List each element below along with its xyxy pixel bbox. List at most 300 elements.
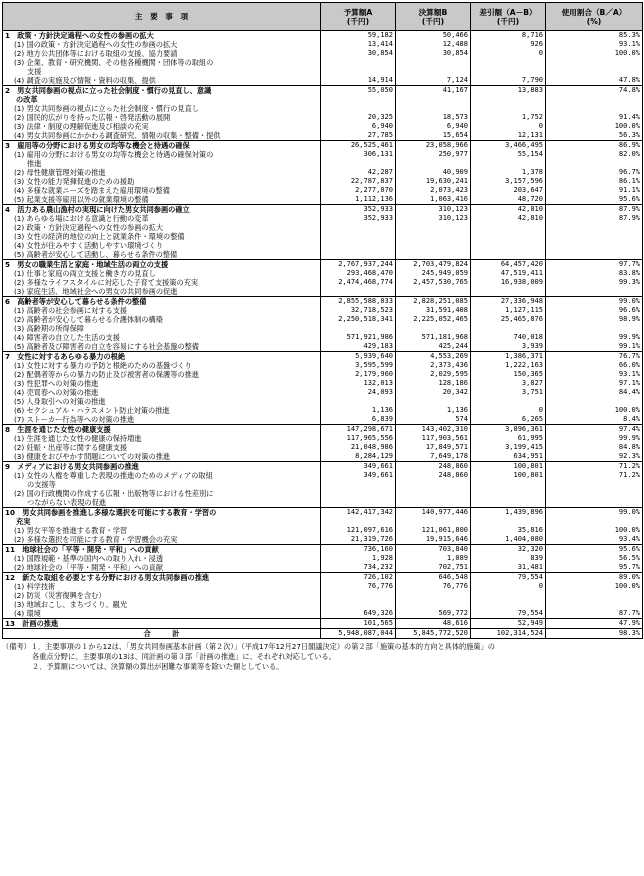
section-actual: 50,466 xyxy=(396,31,471,41)
item-rate xyxy=(546,223,643,232)
item-row xyxy=(3,379,643,388)
section-title xyxy=(3,260,321,270)
item-line xyxy=(5,333,318,342)
section-title-text: 生涯を通じた女性の健康支援 xyxy=(17,425,111,434)
item-text: あらゆる場における意識と行動の変革 xyxy=(26,214,149,223)
item-diff: 12,131 xyxy=(471,131,546,141)
item-text: 高齢者が安心して暮らせる介護体制の構築 xyxy=(26,315,163,324)
item-number: (7) xyxy=(14,415,25,424)
item-actual: 15,654 xyxy=(396,131,471,141)
item-rate: 98.9% xyxy=(546,315,643,324)
item-actual: 1,089 xyxy=(396,554,471,563)
item-number: (4) xyxy=(14,609,25,618)
item-label xyxy=(3,370,321,379)
item-text: 高齢者及び障害者の自立を容易にする社会基盤の整備 xyxy=(26,342,199,351)
item-rate: 87.7% xyxy=(546,609,643,619)
item-row xyxy=(3,40,643,49)
section-title-line xyxy=(5,573,318,582)
item-actual: 7,649,178 xyxy=(396,452,471,462)
item-label xyxy=(3,76,321,86)
item-budget xyxy=(321,397,396,406)
item-line xyxy=(5,104,318,113)
item-text: 女性の能力発揮促進のための援助 xyxy=(26,177,135,186)
item-rate xyxy=(546,324,643,333)
item-rate: 92.3% xyxy=(546,452,643,462)
item-budget: 32,718,523 xyxy=(321,306,396,315)
item-text: 男女平等を推進する教育・学習 xyxy=(26,526,128,535)
item-label xyxy=(3,113,321,122)
item-row xyxy=(3,104,643,113)
section-title-line xyxy=(5,462,318,471)
item-rate: 99.9% xyxy=(546,333,643,342)
item-row xyxy=(3,214,643,223)
item-row xyxy=(3,241,643,250)
item-line xyxy=(5,150,318,159)
item-label xyxy=(3,104,321,113)
item-diff: 6,265 xyxy=(471,415,546,425)
item-line xyxy=(5,250,318,259)
item-label xyxy=(3,361,321,370)
item-row xyxy=(3,168,643,177)
item-number: (4) xyxy=(14,76,25,85)
item-actual: 128,186 xyxy=(396,379,471,388)
item-line xyxy=(5,489,318,498)
section-title xyxy=(3,619,321,629)
item-line xyxy=(5,388,318,397)
item-budget: 352,933 xyxy=(321,214,396,223)
item-row xyxy=(3,591,643,600)
item-label xyxy=(3,168,321,177)
item-number: (4) xyxy=(14,241,25,250)
section-actual: 41,167 xyxy=(396,86,471,105)
item-rate: 99.9% xyxy=(546,434,643,443)
total-diff: 102,314,524 xyxy=(471,629,546,639)
item-number: (3) xyxy=(14,122,25,131)
item-rate xyxy=(546,489,643,508)
item-row xyxy=(3,186,643,195)
item-line xyxy=(5,186,318,195)
item-actual: 702,751 xyxy=(396,563,471,573)
item-diff: 1,404,080 xyxy=(471,535,546,545)
section-title-text: 地球社会の「平等・開発・平和」への貢献 xyxy=(22,545,159,554)
item-label xyxy=(3,406,321,415)
item-budget: 121,097,616 xyxy=(321,526,396,535)
item-actual xyxy=(396,250,471,260)
item-actual: 20,342 xyxy=(396,388,471,397)
section-row xyxy=(3,508,643,527)
item-number: (3) xyxy=(14,452,25,461)
item-line xyxy=(5,49,318,58)
item-line xyxy=(5,177,318,186)
item-text: 人身取引への対策の推進 xyxy=(26,397,106,406)
item-number: (2) xyxy=(14,489,25,498)
item-diff xyxy=(471,287,546,297)
item-text: 国の政策・方針決定過程への女性の参画の拡大 xyxy=(26,40,178,49)
item-number: (5) xyxy=(14,195,25,204)
item-label xyxy=(3,214,321,223)
section-title xyxy=(3,31,321,41)
item-line xyxy=(5,195,318,204)
section-budget: 5,939,640 xyxy=(321,352,396,362)
section-rate: 71.2% xyxy=(546,462,643,472)
section-number: 11 xyxy=(5,545,16,554)
section-rate: 97.4% xyxy=(546,425,643,435)
section-diff: 64,457,420 xyxy=(471,260,546,270)
item-diff: 47,519,411 xyxy=(471,269,546,278)
item-row xyxy=(3,489,643,508)
item-row xyxy=(3,452,643,462)
section-diff: 100,801 xyxy=(471,462,546,472)
item-diff: 0 xyxy=(471,49,546,58)
item-number: (4) xyxy=(14,186,25,195)
item-rate xyxy=(546,58,643,76)
header-diff: 差引額（A－B） (千円) xyxy=(471,3,546,31)
item-actual xyxy=(396,58,471,76)
item-text: 国の行政機関の作成する広報・出版物等における性差別に xyxy=(26,489,214,498)
section-title-line xyxy=(5,141,318,150)
item-rate: 56.5% xyxy=(546,554,643,563)
item-line xyxy=(5,406,318,415)
item-number: (2) xyxy=(14,563,25,572)
item-actual: 2,373,436 xyxy=(396,361,471,370)
header-rate: 使用割合（B／A） (%) xyxy=(546,3,643,31)
item-number: (3) xyxy=(14,600,25,609)
item-actual: 19,630,241 xyxy=(396,177,471,186)
section-number: 13 xyxy=(5,619,16,628)
item-line xyxy=(5,214,318,223)
section-budget: 59,182 xyxy=(321,31,396,41)
section-title xyxy=(3,141,321,151)
item-row xyxy=(3,443,643,452)
section-actual: 310,123 xyxy=(396,205,471,215)
item-text: セクシュアル・ハラスメント防止対策の推進 xyxy=(26,406,170,415)
section-diff: 52,949 xyxy=(471,619,546,629)
item-budget xyxy=(321,250,396,260)
item-number: (3) xyxy=(14,177,25,186)
item-text: 多様な選択を可能にする教育・学習機会の充実 xyxy=(26,535,178,544)
note-text: １．主要事項の１から12は、「男女共同参画基本計画（第２次）」（平成17年12月27日閣議決定）の第２部「施策の基本的方向と具体的施策」の xyxy=(30,642,495,651)
item-rate: 86.1% xyxy=(546,177,643,186)
item-actual xyxy=(396,489,471,508)
item-rate: 91.1% xyxy=(546,186,643,195)
item-number: (2) xyxy=(14,223,25,232)
section-title xyxy=(3,425,321,435)
item-budget xyxy=(321,591,396,600)
item-row xyxy=(3,406,643,415)
item-row xyxy=(3,131,643,141)
item-number: (3) xyxy=(14,287,25,296)
note-line: ２．予算額については、決算額の算出が困難な事業等を除いた額としている。 xyxy=(32,662,284,671)
item-diff: 3,939 xyxy=(471,342,546,352)
item-diff: 31,481 xyxy=(471,563,546,573)
section-actual: 48,616 xyxy=(396,619,471,629)
total-rate: 98.3% xyxy=(546,629,643,639)
item-line xyxy=(5,591,318,600)
item-actual: 7,124 xyxy=(396,76,471,86)
item-row xyxy=(3,361,643,370)
section-title-text: 雇用等の分野における男女の均等な機会と待遇の確保 xyxy=(17,141,190,150)
item-row xyxy=(3,397,643,406)
section-title-text: 男女共同参画の視点に立った社会制度・慣行の見直し、意識 xyxy=(17,86,212,95)
item-number: (3) xyxy=(14,232,25,241)
item-line xyxy=(5,342,318,351)
item-text: 性犯罪への対策の推進 xyxy=(26,379,99,388)
section-title xyxy=(3,352,321,362)
notes xyxy=(2,642,642,672)
item-label xyxy=(3,554,321,563)
table-body xyxy=(3,31,643,639)
item-row xyxy=(3,76,643,86)
item-line xyxy=(5,241,318,250)
item-budget xyxy=(321,489,396,508)
item-budget: 14,914 xyxy=(321,76,396,86)
section-title-line xyxy=(5,545,318,554)
item-label xyxy=(3,324,321,333)
item-budget: 21,048,986 xyxy=(321,443,396,452)
section-budget: 26,525,461 xyxy=(321,141,396,151)
item-number: (2) xyxy=(14,591,25,600)
item-actual: 425,244 xyxy=(396,342,471,352)
item-label xyxy=(3,333,321,342)
item-row xyxy=(3,554,643,563)
item-text: 防災（災害復興を含む） xyxy=(26,591,106,600)
item-diff xyxy=(471,397,546,406)
item-line xyxy=(5,498,318,507)
item-budget xyxy=(321,223,396,232)
section-actual: 2,828,251,085 xyxy=(396,297,471,307)
section-title-text: 充実 xyxy=(16,517,31,526)
item-label xyxy=(3,489,321,508)
item-line xyxy=(5,471,318,480)
item-number: (2) xyxy=(14,315,25,324)
item-row xyxy=(3,269,643,278)
item-diff xyxy=(471,591,546,600)
item-row xyxy=(3,177,643,186)
item-rate: 87.9% xyxy=(546,214,643,223)
item-text: 女性の経済的地位の向上と就業条件・環境の整備 xyxy=(26,232,185,241)
item-row xyxy=(3,609,643,619)
item-text: 高齢期の所得保障 xyxy=(26,324,84,333)
item-text: 女性が住みやすく活動しやすい環境づくり xyxy=(26,241,164,250)
section-rate: 47.9% xyxy=(546,619,643,629)
section-number: 1 xyxy=(5,31,11,40)
item-text: 科学技術 xyxy=(26,582,56,591)
item-budget: 649,326 xyxy=(321,609,396,619)
item-row xyxy=(3,370,643,379)
item-text: 高齢者の社会参画に対する支援 xyxy=(26,306,128,315)
item-rate xyxy=(546,397,643,406)
item-actual: 6,940 xyxy=(396,122,471,131)
section-number: 6 xyxy=(5,297,11,306)
item-text: 地球社会の「平等・開発・平和」への貢献 xyxy=(26,563,164,572)
item-budget: 2,179,960 xyxy=(321,370,396,379)
item-label xyxy=(3,278,321,287)
item-rate: 96.6% xyxy=(546,306,643,315)
section-title-text: 男女の職業生活と家庭・地域生活の両立の支援 xyxy=(17,260,169,269)
item-text: 母性健康管理対策の推進 xyxy=(26,168,106,177)
item-line xyxy=(5,397,318,406)
item-rate: 8.4% xyxy=(546,415,643,425)
item-row xyxy=(3,324,643,333)
section-row xyxy=(3,619,643,629)
item-diff xyxy=(471,241,546,250)
item-actual: 2,073,423 xyxy=(396,186,471,195)
item-number: (2) xyxy=(14,443,25,452)
item-rate: 95.7% xyxy=(546,563,643,573)
section-row xyxy=(3,573,643,583)
section-actual: 2,703,479,824 xyxy=(396,260,471,270)
item-text: 配偶者等からの暴力の防止及び被害者の保護等の推進 xyxy=(26,370,199,379)
item-actual: 1,063,416 xyxy=(396,195,471,205)
item-actual: 2,457,530,765 xyxy=(396,278,471,287)
item-diff: 634,951 xyxy=(471,452,546,462)
item-budget: 3,595,599 xyxy=(321,361,396,370)
item-diff: 3,751 xyxy=(471,388,546,397)
section-actual: 143,402,310 xyxy=(396,425,471,435)
item-budget: 1,112,136 xyxy=(321,195,396,205)
item-label xyxy=(3,379,321,388)
section-row xyxy=(3,545,643,555)
item-label xyxy=(3,315,321,324)
item-label xyxy=(3,131,321,141)
item-line xyxy=(5,370,318,379)
section-title-text: メディアにおける男女共同参画の推進 xyxy=(17,462,139,471)
item-label xyxy=(3,452,321,462)
item-line xyxy=(5,526,318,535)
item-diff: 1,378 xyxy=(471,168,546,177)
section-title-line xyxy=(5,31,318,40)
item-row xyxy=(3,600,643,609)
item-diff: 3,827 xyxy=(471,379,546,388)
item-budget xyxy=(321,104,396,113)
section-number: 12 xyxy=(5,573,16,582)
section-title-line xyxy=(5,260,318,269)
item-budget: 2,474,468,774 xyxy=(321,278,396,287)
item-rate: 95.6% xyxy=(546,195,643,205)
item-line xyxy=(5,168,318,177)
item-actual: 245,949,059 xyxy=(396,269,471,278)
section-title-line xyxy=(5,95,318,104)
section-diff: 13,883 xyxy=(471,86,546,105)
item-budget: 132,013 xyxy=(321,379,396,388)
item-text: の支援等 xyxy=(27,480,56,489)
item-row xyxy=(3,582,643,591)
item-rate xyxy=(546,250,643,260)
item-diff: 926 xyxy=(471,40,546,49)
section-number: 8 xyxy=(5,425,11,434)
item-number: (1) xyxy=(14,104,25,113)
header-budget: 予算額A (千円) xyxy=(321,3,396,31)
item-text: 男女共同参画の視点に立った社会制度・慣行の見直し xyxy=(26,104,199,113)
header-actual: 決算額B (千円) xyxy=(396,3,471,31)
item-budget: 42,287 xyxy=(321,168,396,177)
item-diff: 3,199,415 xyxy=(471,443,546,452)
item-rate xyxy=(546,591,643,600)
item-number: (2) xyxy=(14,49,25,58)
item-line xyxy=(5,535,318,544)
item-number: (2) xyxy=(14,168,25,177)
section-rate: 74.8% xyxy=(546,86,643,105)
item-line xyxy=(5,159,318,168)
section-rate: 87.9% xyxy=(546,205,643,215)
item-rate: 97.1% xyxy=(546,379,643,388)
item-number: (4) xyxy=(14,388,25,397)
item-row xyxy=(3,471,643,489)
item-line xyxy=(5,58,318,67)
item-text: 国民的広がりを持った広報・啓発活動の展開 xyxy=(26,113,171,122)
section-actual: 4,553,269 xyxy=(396,352,471,362)
section-diff: 42,810 xyxy=(471,205,546,215)
section-budget: 736,160 xyxy=(321,545,396,555)
item-number: (5) xyxy=(14,397,25,406)
item-rate: 93.1% xyxy=(546,370,643,379)
item-line xyxy=(5,609,318,618)
item-rate xyxy=(546,104,643,113)
section-title xyxy=(3,462,321,472)
table-header-row xyxy=(3,3,643,31)
section-title-line xyxy=(5,86,318,95)
section-budget: 2,855,588,033 xyxy=(321,297,396,307)
section-actual: 646,548 xyxy=(396,573,471,583)
item-row xyxy=(3,122,643,131)
section-title-text: 女性に対するあらゆる暴力の根絶 xyxy=(17,352,126,361)
item-text: つながらない表現の促進 xyxy=(27,498,107,507)
item-text: 調査の実施及び情報・資料の収集、提供 xyxy=(26,76,156,85)
item-budget: 21,319,726 xyxy=(321,535,396,545)
item-label xyxy=(3,150,321,168)
item-diff xyxy=(471,58,546,76)
item-actual: 571,181,968 xyxy=(396,333,471,342)
item-label xyxy=(3,591,321,600)
item-text: 政策・方針決定過程への女性の参画の拡大 xyxy=(26,223,164,232)
item-rate: 91.4% xyxy=(546,113,643,122)
section-row xyxy=(3,31,643,41)
item-text: 多様な就業ニーズを踏まえた雇用環境の整備 xyxy=(26,186,170,195)
item-actual: 18,573 xyxy=(396,113,471,122)
total-row xyxy=(3,629,643,639)
section-budget: 142,417,342 xyxy=(321,508,396,527)
item-label xyxy=(3,563,321,573)
section-actual: 140,977,446 xyxy=(396,508,471,527)
item-label xyxy=(3,269,321,278)
item-budget: 571,921,986 xyxy=(321,333,396,342)
section-title-text: 活力ある農山漁村の実現に向けた男女共同参画の確立 xyxy=(17,205,190,214)
item-text: 国際規範・基準の国内への取り入れ・浸透 xyxy=(26,554,164,563)
item-diff: 35,816 xyxy=(471,526,546,535)
section-rate: 89.0% xyxy=(546,573,643,583)
item-actual: 2,225,052,465 xyxy=(396,315,471,324)
item-rate: 47.8% xyxy=(546,76,643,86)
item-rate: 99.1% xyxy=(546,342,643,352)
item-text: 女性に対する暴力の予防と根絶のための基盤づくり xyxy=(26,361,192,370)
item-budget: 27,785 xyxy=(321,131,396,141)
item-diff: 150,365 xyxy=(471,370,546,379)
section-title-line xyxy=(5,297,318,306)
note-prefix: （備考） xyxy=(2,642,31,651)
item-line xyxy=(5,67,318,76)
item-number: (2) xyxy=(14,278,25,287)
item-text: 妊娠・出産等に関する健康支援 xyxy=(26,443,128,452)
item-line xyxy=(5,324,318,333)
item-actual: 2,029,595 xyxy=(396,370,471,379)
section-rate: 99.0% xyxy=(546,297,643,307)
item-line xyxy=(5,269,318,278)
section-title xyxy=(3,297,321,307)
item-rate: 99.3% xyxy=(546,278,643,287)
section-title xyxy=(3,573,321,583)
item-budget: 2,277,070 xyxy=(321,186,396,195)
item-label xyxy=(3,241,321,250)
